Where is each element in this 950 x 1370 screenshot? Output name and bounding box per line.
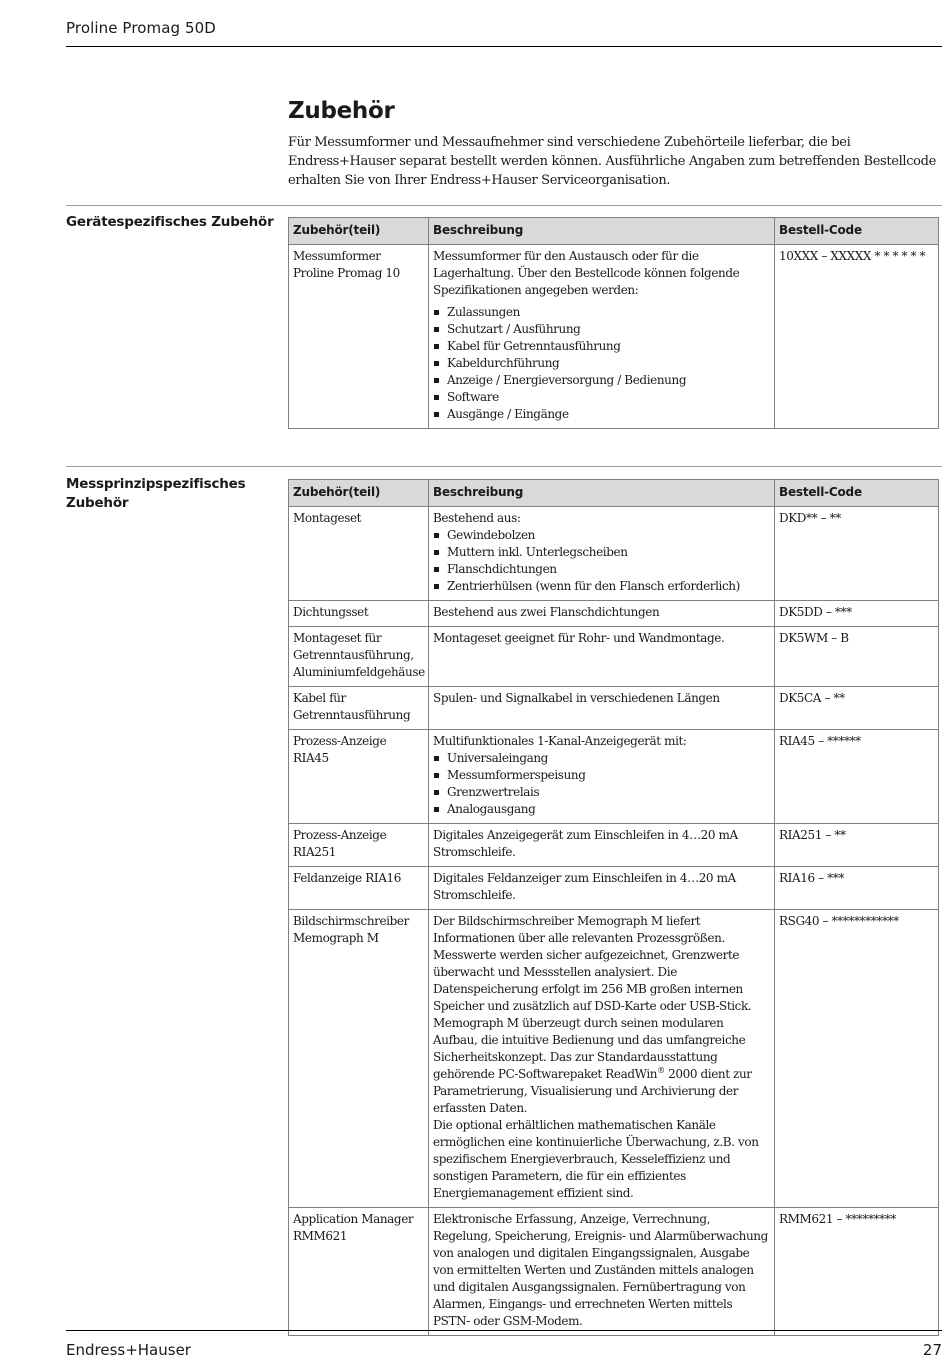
table-row [289,687,939,730]
list-item: Universaleingang [433,750,770,767]
header-product-name: Proline Promag 50D [66,19,216,37]
part-cell: Bildschirmschreiber Memograph M [289,910,429,1208]
part-cell: Montageset für Getrenntausführung, Aluminiumfeldgehäuse [289,627,429,687]
table-row [289,627,939,687]
column-header-code: Bestell-Code [775,480,939,507]
column-header-description: Beschreibung [429,218,775,245]
footer-company: Endress+Hauser [66,1341,191,1359]
table-row [289,245,939,429]
list-item: Anzeige / Energieversorgung / Bedienung [433,372,770,389]
device-accessories-table [288,217,939,429]
table-row [289,507,939,601]
code-cell: 10XXX – XXXXX * * * * * * [775,245,939,429]
column-header-part: Zubehör(teil) [289,218,429,245]
description-cell: Digitales Anzeigegerät zum Einschleifen in 4…20 mA Stromschleife. [429,824,775,867]
code-cell: DK5CA – ** [775,687,939,730]
code-cell: RMM621 – ********* [775,1208,939,1336]
part-cell: Prozess-Anzeige RIA251 [289,824,429,867]
code-cell: RSG40 – ************ [775,910,939,1208]
part-cell: Messumformer Proline Promag 10 [289,245,429,429]
table-row [289,824,939,867]
description-cell [429,910,775,1208]
table-row [289,1208,939,1336]
column-header-description: Beschreibung [429,480,775,507]
description-cell: Spulen- und Signalkabel in verschiedenen Längen [429,687,775,730]
list-item: Kabel für Getrenntausführung [433,338,770,355]
description-cell [429,245,775,429]
code-cell: RIA45 – ****** [775,730,939,824]
part-cell: Dichtungsset [289,601,429,627]
list-item: Gewindebolzen [433,527,770,544]
list-item: Grenzwertrelais [433,784,770,801]
page-header [66,18,942,47]
bullet-list [433,527,770,595]
principle-accessories-table [288,479,939,1336]
description-text [433,913,770,1117]
column-header-part: Zubehör(teil) [289,480,429,507]
description-cell [429,507,775,601]
bullet-list [433,750,770,818]
registered-mark: ® [657,1066,665,1075]
page-number: 27 [922,1341,942,1359]
list-item: Software [433,389,770,406]
description-cell: Elektronische Erfassung, Anzeige, Verrechnung, Regelung, Speicherung, Ereignis- und Alarmüberwachung von analogen und digitalen Eingangssignalen, Ausgabe von ermittelten Werten und Zuständen mittels analogen und digitalen Ausgangssignalen. Fernübertragung von Alarmen, Eingangs- und errechneten Werten mittels PSTN- oder GSM-Modem. [429,1208,775,1336]
list-item: Messumformerspeisung [433,767,770,784]
page-footer [66,1330,942,1359]
code-cell: RIA251 – ** [775,824,939,867]
table-row [289,867,939,910]
section-heading-device-accessories: Gerätespezifisches Zubehör [66,214,274,230]
section-heading-principle-accessories: Messprinzipspezifisches Zubehör [66,476,246,511]
description-cell [429,730,775,824]
part-cell: Application Manager RMM621 [289,1208,429,1336]
code-cell: DK5DD – *** [775,601,939,627]
description-cell: Montageset geeignet für Rohr- und Wandmontage. [429,627,775,687]
code-cell: DKD** – ** [775,507,939,601]
description-text: Messumformer für den Austausch oder für die Lagerhaltung. Über den Bestellcode können folgende Spezifikationen angegeben werden: [433,249,740,297]
list-item: Kabeldurchführung [433,355,770,372]
description-text: Bestehend aus: [433,511,521,525]
list-item: Flanschdichtungen [433,561,770,578]
part-cell: Prozess-Anzeige RIA45 [289,730,429,824]
section-divider [66,466,942,467]
intro-paragraph: Für Messumformer und Messaufnehmer sind verschiedene Zubehörteile lieferbar, die bei Endress+Hauser separat bestellt werden können. Ausführliche Angaben zum betreffenden Bestellcode erhalten Sie von Ihrer Endress+Hauser Serviceorganisation. [288,135,936,188]
table-header-row [289,218,939,245]
table-header-row [289,480,939,507]
code-cell: RIA16 – *** [775,867,939,910]
description-text-continued: Die optional erhältlichen mathematischen Kanäle ermöglichen eine kontinuierliche Überwachung, z.B. von spezifischem Energieverbrauch, Kesseleffizienz und sonstigen Parametern, die für ein effizientes Energiemanagement effizient sind. [433,1118,759,1200]
bullet-list [433,304,770,423]
part-cell: Feldanzeige RIA16 [289,867,429,910]
list-item: Analogausgang [433,801,770,818]
description-text: Multifunktionales 1-Kanal-Anzeigegerät mit: [433,734,687,748]
list-item: Zentrierhülsen (wenn für den Flansch erforderlich) [433,578,770,595]
list-item: Schutzart / Ausführung [433,321,770,338]
table-row [289,910,939,1208]
table-row [289,730,939,824]
description-cell: Bestehend aus zwei Flanschdichtungen [429,601,775,627]
description-text-part-2: 2000 dient zur Parametrierung, Visualisierung und Archivierung der erfassten Daten. [433,1067,752,1115]
page-title: Zubehör [288,98,395,124]
description-cell: Digitales Feldanzeiger zum Einschleifen in 4…20 mA Stromschleife. [429,867,775,910]
code-cell: DK5WM – B [775,627,939,687]
part-cell: Montageset [289,507,429,601]
section-divider [66,205,942,206]
description-text-part-1: Der Bildschirmschreiber Memograph M liefert Informationen über alle relevanten Prozessgrößen. Messwerte werden sicher aufgezeichnet, Grenzwerte überwacht und Messstellen analysiert. Die Datenspeicherung erfolgt im 256 MB großen internen Speicher und zusätzlich auf DSD-Karte oder USB-Stick. Memograph M überzeugt durch seinen modularen Aufbau, die intuitive Bedienung und das umfangreiche Sicherheitskonzept. Das zur Standardausstattung gehörende PC-Softwarepaket ReadWin [433,914,752,1081]
list-item: Muttern inkl. Unterlegscheiben [433,544,770,561]
list-item: Ausgänge / Eingänge [433,406,770,423]
part-cell: Kabel für Getrenntausführung [289,687,429,730]
table-row [289,601,939,627]
list-item: Zulassungen [433,304,770,321]
column-header-code: Bestell-Code [775,218,939,245]
